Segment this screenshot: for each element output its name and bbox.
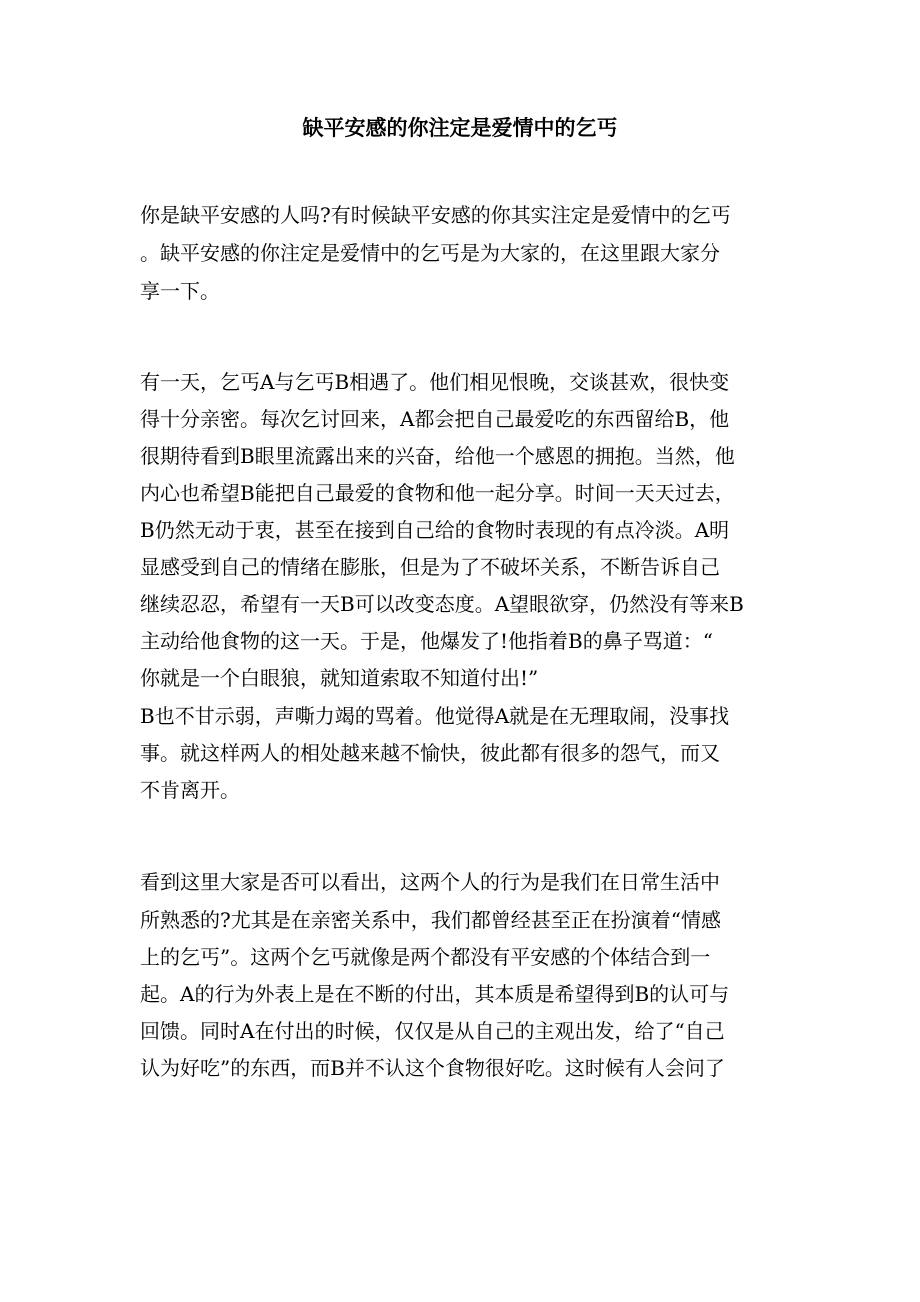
text-line: 。缺平安感的你注定是爱情中的乞丐是为大家的，在这里跟大家分 [140,241,720,265]
text-line: B仍然无动于衷，甚至在接到自己给的食物时表现的有点冷淡。A明 [140,518,730,542]
text-line: 认为好吃”的东西，而B并不认这个食物很好吃。这时候有人会问了 [140,1056,725,1080]
text-line: 事。就这样两人的相处越来越不愉快，彼此都有很多的怨气，而又 [140,741,720,765]
text-line: 继续忍忍，希望有一天B可以改变态度。A望眼欲穿，仍然没有等来B [140,592,744,616]
text-line: B也不甘示弱，声嘶力竭的骂着。他觉得A就是在无理取闹，没事找 [140,704,730,728]
text-line: 所熟悉的?尤其是在亲密关系中，我们都曾经甚至正在扮演着“情感 [140,908,721,932]
text-line: 主动给他食物的这一天。于是，他爆发了!他指着B的鼻子骂道：“ [140,629,713,653]
text-line: 回馈。同时A在付出的时候，仅仅是从自己的主观出发，给了“自己 [140,1019,725,1043]
text-line: 上的乞丐”。这两个乞丐就像是两个都没有平安感的个体结合到一 [140,945,711,969]
document-title: 缺平安感的你注定是爱情中的乞丐 [302,115,618,140]
text-line: 有一天，乞丐A与乞丐B相遇了。他们相见恨晚，交谈甚欢，很快变 [140,370,730,394]
text-line: 得十分亲密。每次乞讨回来，A都会把自己最爱吃的东西留给B，他 [140,407,730,431]
text-line: 你就是一个白眼狼，就知道索取不知道付出!” [140,666,539,690]
text-line: 不肯离开。 [140,778,240,802]
text-line: 看到这里大家是否可以看出，这两个人的行为是我们在日常生活中 [140,870,720,894]
text-line: 内心也希望B能把自己最爱的食物和他一起分享。时间一天天过去， [140,481,735,505]
text-line: 享一下。 [140,279,220,303]
text-line: 很期待看到B眼里流露出来的兴奋，给他一个感恩的拥抱。当然，他 [140,444,735,468]
text-line: 起。A的行为外表上是在不断的付出，其本质是希望得到B的认可与 [140,982,730,1006]
text-line: 显感受到自己的情绪在膨胀，但是为了不破坏关系，不断告诉自己 [140,555,720,579]
text-line: 你是缺平安感的人吗?有时候缺平安感的你其实注定是爱情中的乞丐 [140,203,731,227]
